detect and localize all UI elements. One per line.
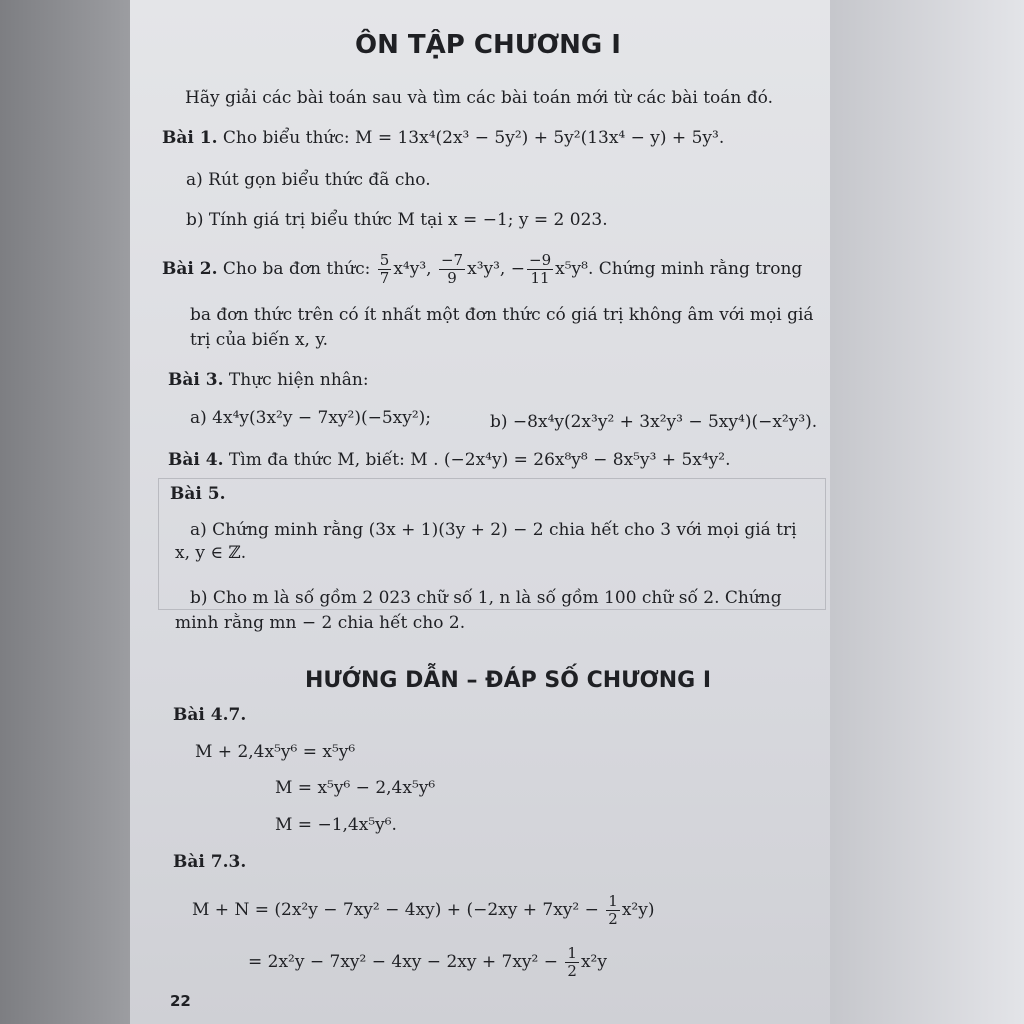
bai4-text: Tìm đa thức M, biết: M . (−2x⁴y) = 26x⁸y⁸ − 8x⁵y³ + 5x⁴y². <box>228 450 731 470</box>
next-page <box>826 0 1024 1024</box>
monomial: x⁵y⁸. <box>555 259 594 279</box>
bai5-a1: a) Chứng minh rằng (3x + 1)(3y + 2) − 2 chia hết cho 3 với mọi giá trị <box>190 520 797 540</box>
bai3-text: Thực hiện nhân: <box>228 370 369 390</box>
fraction <box>439 252 465 287</box>
chapter-title: ÔN TẬP CHƯƠNG I <box>355 30 621 60</box>
denominator: 9 <box>447 269 457 287</box>
expression: x²y) <box>621 900 655 920</box>
answers-heading: HƯỚNG DẪN – ĐÁP SỐ CHƯƠNG I <box>305 668 712 693</box>
bai1-b: b) Tính giá trị biểu thức M tại x = −1; y = 2 023. <box>186 210 608 230</box>
bai5-a2: x, y ∈ ℤ. <box>175 543 247 563</box>
denominator: 2 <box>567 962 577 980</box>
expression: M + N = (2x²y − 7xy² − 4xy) + (−2xy + 7xy² − <box>192 900 599 920</box>
numerator: 5 <box>379 251 390 269</box>
bai2-tail: Chứng minh rằng trong <box>598 259 803 279</box>
bai2-lead: Cho ba đơn thức: <box>222 259 371 279</box>
bai5-b2: minh rằng mn − 2 chia hết cho 2. <box>175 613 466 633</box>
bai4 <box>168 450 731 470</box>
bai1-label: Bài 1. <box>162 128 218 148</box>
denominator: 11 <box>530 269 550 287</box>
bai1-text: Cho biểu thức: M = 13x⁴(2x³ − 5y²) + 5y²(13x⁴ − y) + 5y³. <box>222 128 725 148</box>
denominator: 2 <box>608 910 618 928</box>
background <box>0 0 130 1024</box>
numerator: −9 <box>529 251 552 269</box>
bai3 <box>168 370 369 390</box>
bai47-line2: M = x⁵y⁶ − 2,4x⁵y⁶ <box>275 778 436 798</box>
bai5-label: Bài 5. <box>170 484 226 504</box>
bai47-line3: M = −1,4x⁵y⁶. <box>275 815 397 835</box>
bai2-line2: ba đơn thức trên có ít nhất một đơn thức có giá trị không âm với mọi giá <box>190 305 814 325</box>
bai5-b1: b) Cho m là số gồm 2 023 chữ số 1, n là số gồm 100 chữ số 2. Chứng <box>190 588 782 608</box>
bai4-label: Bài 4. <box>168 450 224 470</box>
fraction <box>565 945 579 980</box>
bai3-label: Bài 3. <box>168 370 224 390</box>
numerator: −7 <box>440 251 464 269</box>
page-number: 22 <box>170 992 191 1010</box>
intro-text: Hãy giải các bài toán sau và tìm các bài toán mới từ các bài toán đó. <box>185 88 773 108</box>
monomial: x⁴y³, <box>393 259 432 279</box>
bai73-line1 <box>192 893 654 928</box>
bai47-line1: M + 2,4x⁵y⁶ = x⁵y⁶ <box>195 742 356 762</box>
bai47-label: Bài 4.7. <box>173 705 247 725</box>
bai1-a: a) Rút gọn biểu thức đã cho. <box>186 170 431 190</box>
denominator: 7 <box>379 269 390 287</box>
fraction <box>527 252 553 287</box>
bai2-line3: trị của biến x, y. <box>190 330 329 350</box>
fraction <box>606 893 620 928</box>
bai2-label: Bài 2. <box>162 259 218 279</box>
bai73-line2 <box>248 945 607 980</box>
monomial: x³y³, <box>467 259 506 279</box>
numerator: 1 <box>608 892 618 910</box>
bai1 <box>162 128 724 148</box>
bai3-a: a) 4x⁴y(3x²y − 7xy²)(−5xy²); <box>190 408 432 428</box>
expression: = 2x²y − 7xy² − 4xy − 2xy + 7xy² − <box>248 952 558 972</box>
numerator: 1 <box>567 944 577 962</box>
expression: x²y <box>580 952 607 972</box>
fraction <box>378 252 392 287</box>
bai2 <box>162 252 802 287</box>
bai73-label: Bài 7.3. <box>173 852 247 872</box>
bai3-b: b) −8x⁴y(2x³y² + 3x²y³ − 5xy⁴)(−x²y³). <box>490 412 818 432</box>
sign: − <box>510 259 525 279</box>
